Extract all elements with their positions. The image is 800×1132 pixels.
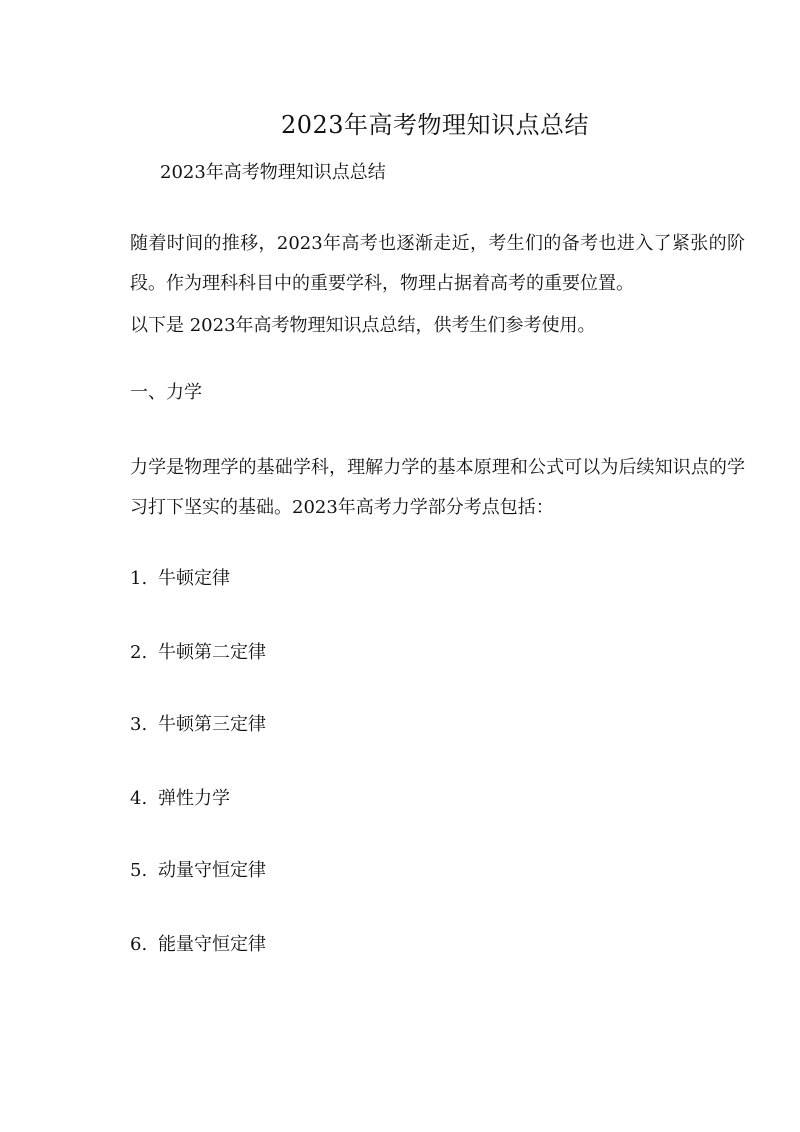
intro-paragraph-2: 以下是 2023年高考物理知识点总结，供考生们参考使用。: [130, 315, 596, 336]
list-item-number: 1.: [130, 568, 148, 589]
list-item-number: 6.: [130, 934, 148, 955]
section-heading-mechanics: 一、力学: [130, 382, 202, 403]
list-item-number: 3.: [130, 714, 148, 735]
list-item-text: 牛顿第二定律: [158, 642, 266, 663]
document-subtitle: 2023年高考物理知识点总结: [160, 162, 386, 183]
list-item-number: 4.: [130, 788, 148, 809]
document-title: 2023年高考物理知识点总结: [280, 111, 590, 139]
section-paragraph-mechanics: 力学是物理学的基础学科，理解力学的基本原理和公式可以为后续知识点的学习打下坚实的基础。2023年高考力学部分考点包括：: [130, 457, 745, 518]
list-item: [130, 566, 230, 592]
list-item-text: 弹性力学: [158, 788, 230, 809]
list-item-text: 能量守恒定律: [158, 934, 266, 955]
intro-paragraph: 随着时间的推移，2023年高考也逐渐走近，考生们的备考也进入了紧张的阶段。作为理科科目中的重要学科，物理占据着高考的重要位置。: [130, 233, 745, 294]
list-item-text: 动量守恒定律: [158, 860, 266, 881]
list-item: [130, 858, 266, 884]
list-item-number: 2.: [130, 642, 148, 663]
list-item-text: 牛顿第三定律: [158, 714, 266, 735]
list-item-number: 5.: [130, 860, 148, 881]
list-item: [130, 640, 266, 666]
list-item: [130, 786, 230, 812]
list-item: [130, 712, 266, 738]
list-item-text: 牛顿定律: [158, 568, 230, 589]
list-item: [130, 932, 266, 958]
